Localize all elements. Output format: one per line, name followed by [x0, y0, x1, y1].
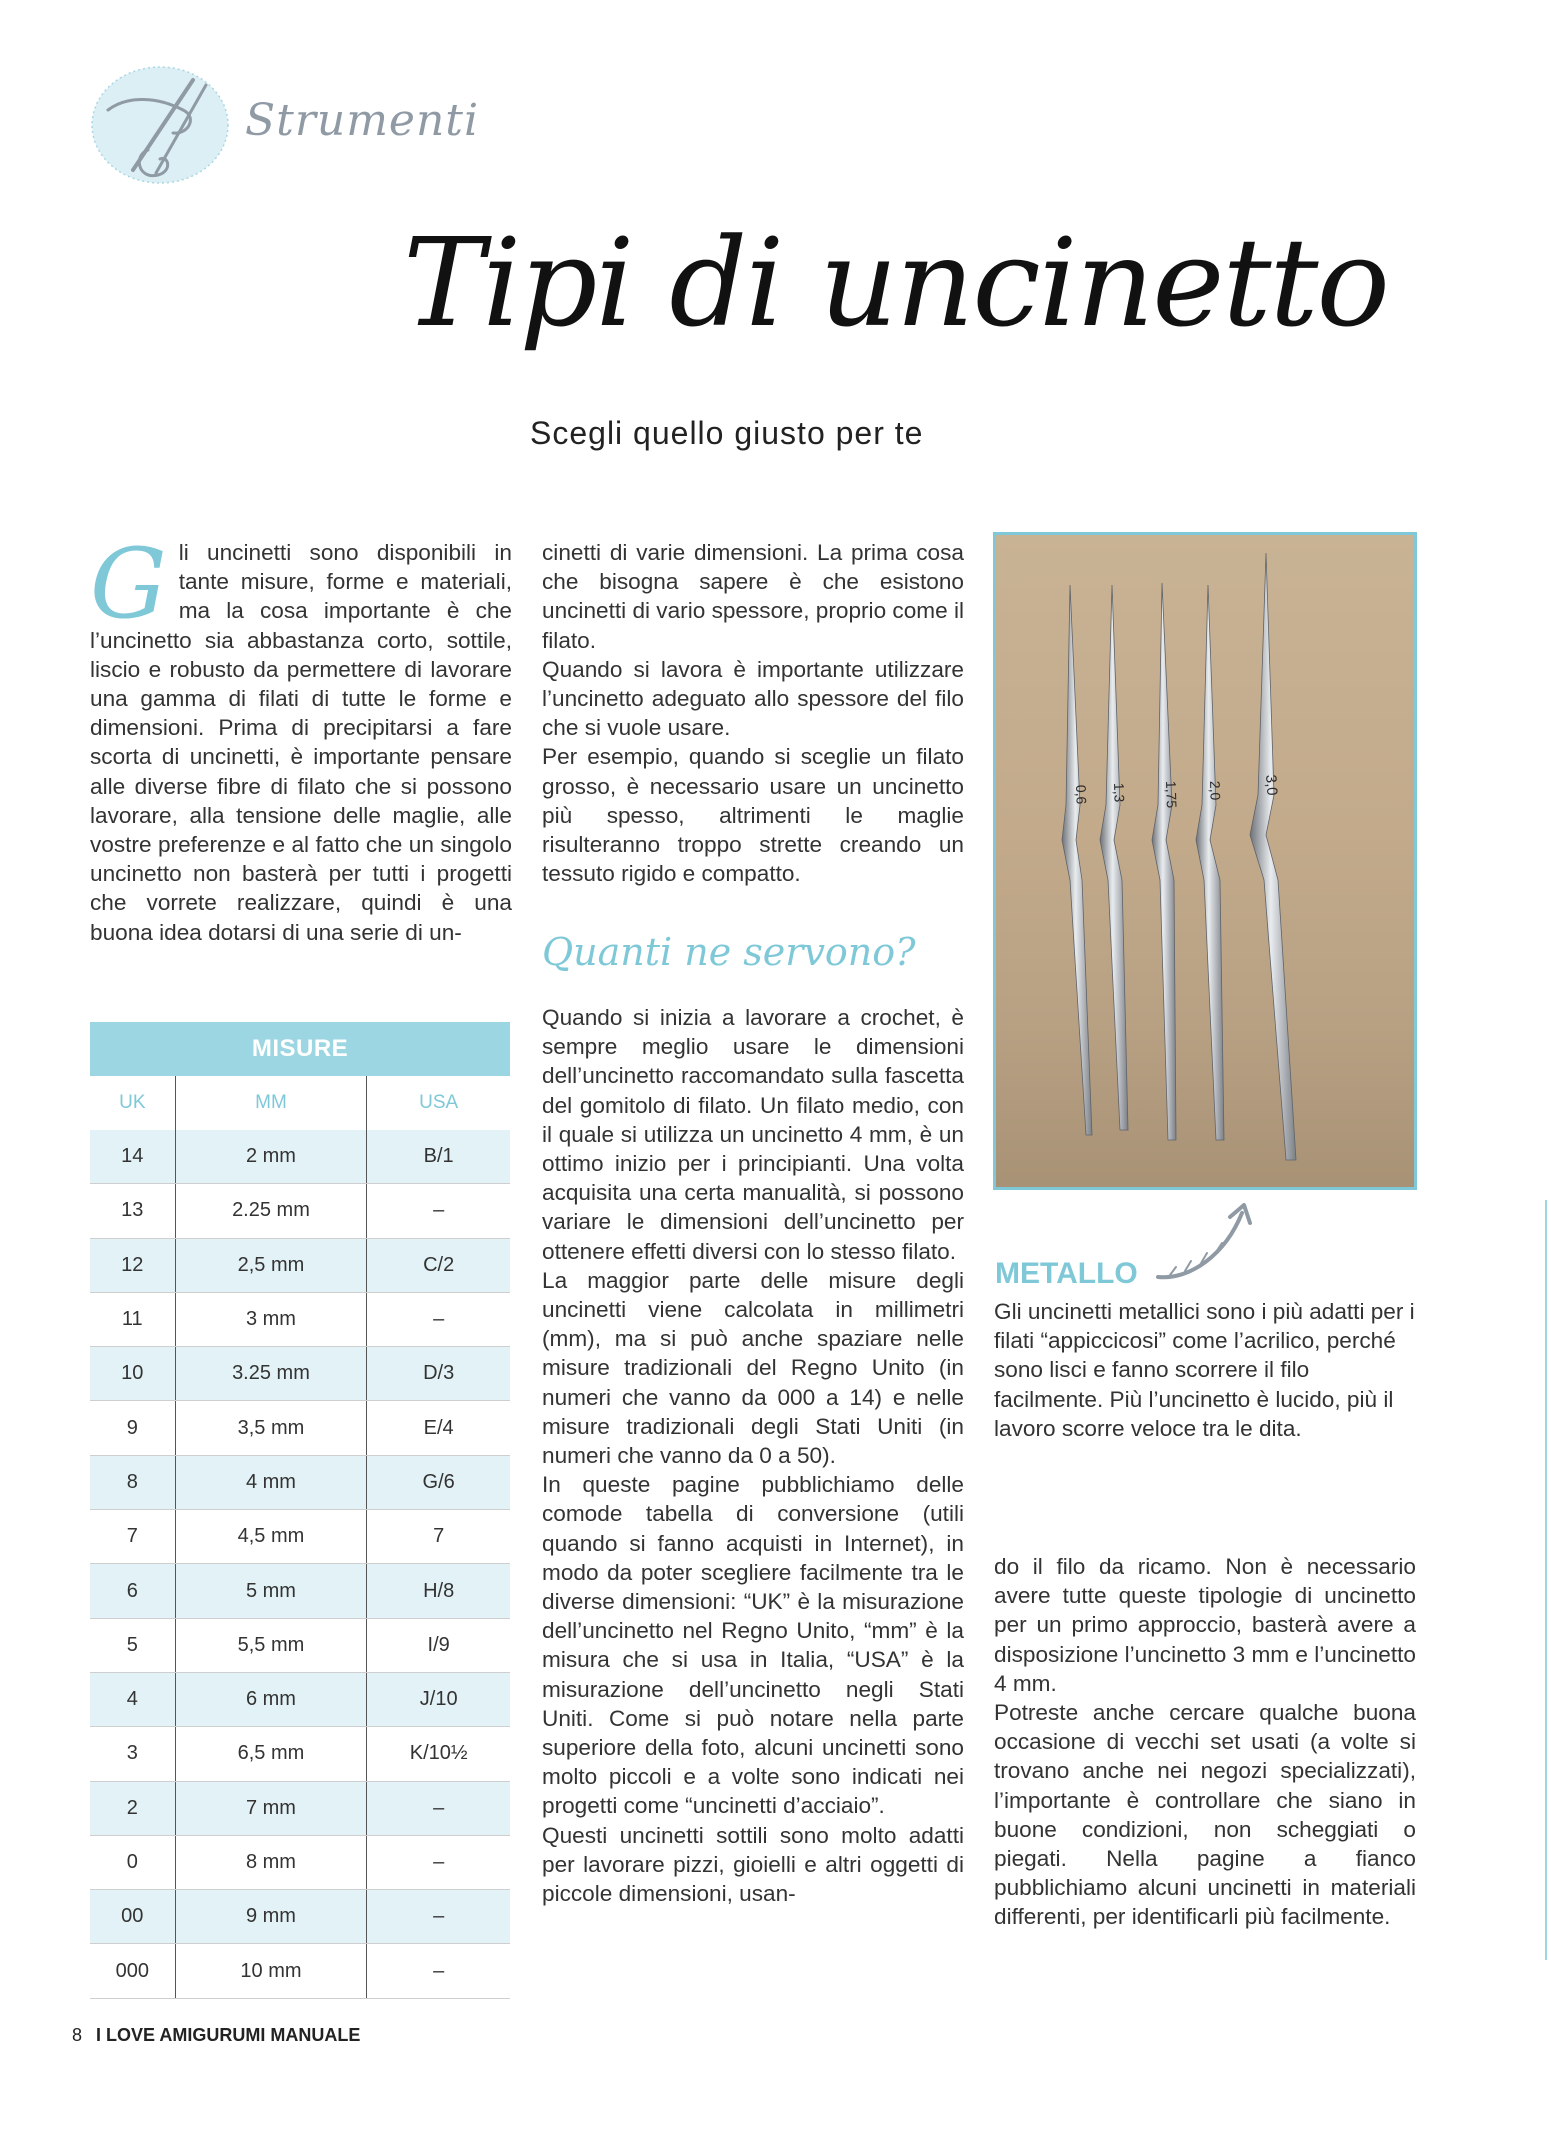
cell-mm: 10 mm [175, 1944, 367, 1998]
cell-uk: 8 [90, 1455, 175, 1509]
hook-label-4: 2,0 [1207, 780, 1224, 801]
cell-usa: K/10½ [367, 1727, 510, 1781]
hook-3 [1152, 583, 1180, 1140]
cell-uk: 3 [90, 1727, 175, 1781]
cell-uk: 0 [90, 1835, 175, 1889]
cell-uk: 13 [90, 1184, 175, 1238]
cell-mm: 5 mm [175, 1564, 367, 1618]
hook-label-5: 3,0 [1262, 774, 1281, 797]
table-row [90, 1672, 510, 1726]
cell-usa: C/2 [367, 1238, 510, 1292]
table-row [90, 1455, 510, 1509]
cell-uk: 14 [90, 1130, 175, 1184]
cell-mm: 6,5 mm [175, 1727, 367, 1781]
cell-usa: G/6 [367, 1455, 510, 1509]
quanti-paragraph-4: Questi uncinetti sottili sono molto adatti per lavorare pizzi, gioielli e altri oggetti di piccole dimensioni, usan- [542, 1822, 964, 1907]
crochet-hooks-photo [993, 532, 1417, 1190]
cell-uk: 9 [90, 1401, 175, 1455]
cell-usa: D/3 [367, 1347, 510, 1401]
hook-1 [1062, 585, 1092, 1135]
table-row [90, 1401, 510, 1455]
cell-usa: – [367, 1292, 510, 1346]
cell-uk: 7 [90, 1510, 175, 1564]
page-number: 8 [72, 2025, 83, 2045]
cell-usa: – [367, 1835, 510, 1889]
cell-usa: – [367, 1944, 510, 1998]
cell-usa: B/1 [367, 1130, 510, 1184]
hook-2 [1100, 585, 1128, 1130]
closing-paragraph-2: Potreste anche cercare qualche buona occasione di vecchi set usati (a volte si trovano anche nei negozi specializzati), l’importante è controllare che siano in buone condizioni, non scheggiati o piegati. Nella pagine a fianco pubblichiamo alcuni uncinetti in materiali differenti, per identificarli più facilmente. [994, 1700, 1416, 1930]
intro-column-1 [90, 528, 512, 947]
page-title-wrap [0, 212, 1551, 354]
quanti-column [542, 1003, 964, 1908]
intro-paragraph-4: Per esempio, quando si sceglie un filato grosso, è necessario usare un uncinetto più spesso, altrimenti le maglie risulteranno troppo strette creando un tessuto rigido e compatto. [542, 744, 964, 887]
sizes-table [90, 1022, 510, 1999]
page-footer [72, 2025, 360, 2046]
cell-uk: 6 [90, 1564, 175, 1618]
cell-uk: 000 [90, 1944, 175, 1998]
page-subtitle: Scegli quello giusto per te [530, 415, 924, 451]
cell-mm: 3 mm [175, 1292, 367, 1346]
publication-name: I LOVE AMIGURUMI MANUALE [96, 2025, 361, 2045]
quanti-paragraph-1: Quando si inizia a lavorare a crochet, è sempre meglio usare le dimensioni dell’uncinetto raccomandato sulla fascetta del gomitolo di filato. Un filato medio, con il quale si utilizza un uncinetto 4 mm, è un ottimo inizio per i principianti. Una volta acquisita una certa manualità, si possono variare le dimensioni dell’uncinetto per ottenere effetti diversi con lo stesso filato. [542, 1005, 964, 1264]
cell-usa: 7 [367, 1510, 510, 1564]
cell-usa: H/8 [367, 1564, 510, 1618]
hook-label-2: 1,3 [1111, 782, 1128, 803]
cell-uk: 4 [90, 1672, 175, 1726]
cell-mm: 6 mm [175, 1672, 367, 1726]
cell-mm: 2 mm [175, 1130, 367, 1184]
table-row [90, 1890, 510, 1944]
intro-paragraph-1: li uncinetti sono disponibili in tante misure, forme e materiali, ma la cosa importante è che l’uncinetto sia abbastanza corto, sottile, liscio e robusto da permettere di lavorare una gamma di filati di tutte le forme e dimensioni. Prima di precipitarsi a fare scorta di uncinetti, è importante pensare alle diverse fibre di filato che si possono lavorare, alla tensione delle maglie, alle vostre preferenze e al fatto che un singolo uncinetto non basterà per tutti i progetti che vorrete realizzare, quindi è una buona idea dotarsi di una serie di un- [90, 540, 512, 945]
crochet-hooks-illustration [996, 535, 1414, 1187]
cell-usa: E/4 [367, 1401, 510, 1455]
hook-label-3: 1,75 [1163, 780, 1180, 809]
column-header-usa: USA [419, 1092, 459, 1113]
sizes-table-title: MISURE [90, 1022, 510, 1076]
intro-column-2 [542, 538, 964, 888]
cell-mm: 2.25 mm [175, 1184, 367, 1238]
cell-uk: 11 [90, 1292, 175, 1346]
intro-paragraph-2: cinetti di varie dimensioni. La prima cosa che bisogna sapere è che esistono uncinetti di vario spessore, proprio come il filato. [542, 540, 964, 653]
page-title: Tipi di uncinetto [403, 212, 1388, 354]
intro-paragraph-3: Quando si lavora è importante utilizzare l’uncinetto adeguato allo spessore del filo che si vuole usare. [542, 656, 964, 741]
cell-mm: 7 mm [175, 1781, 367, 1835]
hook-5 [1250, 553, 1296, 1160]
table-row [90, 1781, 510, 1835]
table-row [90, 1944, 510, 1998]
section-logo-icon [88, 55, 238, 190]
quanti-paragraph-3: In queste pagine pubblichiamo delle comode tabella di conversione (utili quando si fanno acquisti in Internet), in modo da poter scegliere facilmente tra le diverse dimensioni: “UK” è la misurazione dell’uncinetto nel Regno Unito, “mm” è la misura che si usa in Italia, “USA” è la misurazione dell’uncinetto negli Stati Uniti. Come si può notare nella parte superiore della foto, alcuni uncinetti sono molto piccoli e a volte sono indicati nei progetti come “uncinetti d’acciaio”. [542, 1472, 964, 1819]
hook-label-1: 0,6 [1073, 784, 1090, 805]
page-edge-line [1545, 1200, 1547, 1960]
table-row [90, 1347, 510, 1401]
cell-mm: 3,5 mm [175, 1401, 367, 1455]
cell-usa: J/10 [367, 1672, 510, 1726]
closing-column [994, 1552, 1416, 1932]
dropcap: G [90, 528, 167, 640]
cell-uk: 2 [90, 1781, 175, 1835]
cell-mm: 4,5 mm [175, 1510, 367, 1564]
table-row [90, 1238, 510, 1292]
table-row [90, 1727, 510, 1781]
quanti-paragraph-2: La maggior parte delle misure degli uncinetti viene calcolata in millimetri (mm), ma si può anche spaziare nelle misure tradizionali del Regno Unito (in numeri che vanno da 000 a 14) e nelle misure tradizionali degli Stati Uniti (in numeri che vanno da 0 a 50). [542, 1267, 964, 1469]
metallo-column [994, 1297, 1416, 1443]
cell-uk: 5 [90, 1618, 175, 1672]
table-row [90, 1618, 510, 1672]
section-heading-quanti: Quanti ne servono? [542, 930, 916, 974]
cell-usa: I/9 [367, 1618, 510, 1672]
cell-uk: 10 [90, 1347, 175, 1401]
table-row [90, 1292, 510, 1346]
cell-mm: 3.25 mm [175, 1347, 367, 1401]
cell-usa: – [367, 1890, 510, 1944]
metallo-paragraph: Gli uncinetti metallici sono i più adatti per i filati “appiccicosi” come l’acrilico, perché sono lisci e fanno scorrere il filo facilmente. Più l’uncinetto è lucido, più il lavoro scorre veloce tra le dita. [994, 1299, 1415, 1441]
metallo-heading: METALLO [995, 1257, 1138, 1290]
cell-uk: 00 [90, 1890, 175, 1944]
cell-usa: – [367, 1781, 510, 1835]
closing-paragraph-1: do il filo da ricamo. Non è necessario avere tutte queste tipologie di uncinetto per un primo approccio, basterà avere a disposizione l’uncinetto 3 mm e l’uncinetto 4 mm. [994, 1554, 1416, 1696]
cell-mm: 5,5 mm [175, 1618, 367, 1672]
table-row [90, 1184, 510, 1238]
table-row [90, 1835, 510, 1889]
section-label: Strumenti [245, 95, 480, 146]
cell-mm: 2,5 mm [175, 1238, 367, 1292]
table-row [90, 1564, 510, 1618]
cell-mm: 9 mm [175, 1890, 367, 1944]
hook-4 [1196, 585, 1224, 1140]
column-header-uk: UK [90, 1076, 175, 1130]
cell-mm: 8 mm [175, 1835, 367, 1889]
table-row [90, 1130, 510, 1184]
cell-uk: 12 [90, 1238, 175, 1292]
decorative-arrow-icon [1150, 1195, 1260, 1285]
sizes-table-body [90, 1130, 510, 1998]
cell-usa: – [367, 1184, 510, 1238]
column-header-mm: MM [175, 1076, 367, 1130]
cell-mm: 4 mm [175, 1455, 367, 1509]
table-row [90, 1510, 510, 1564]
